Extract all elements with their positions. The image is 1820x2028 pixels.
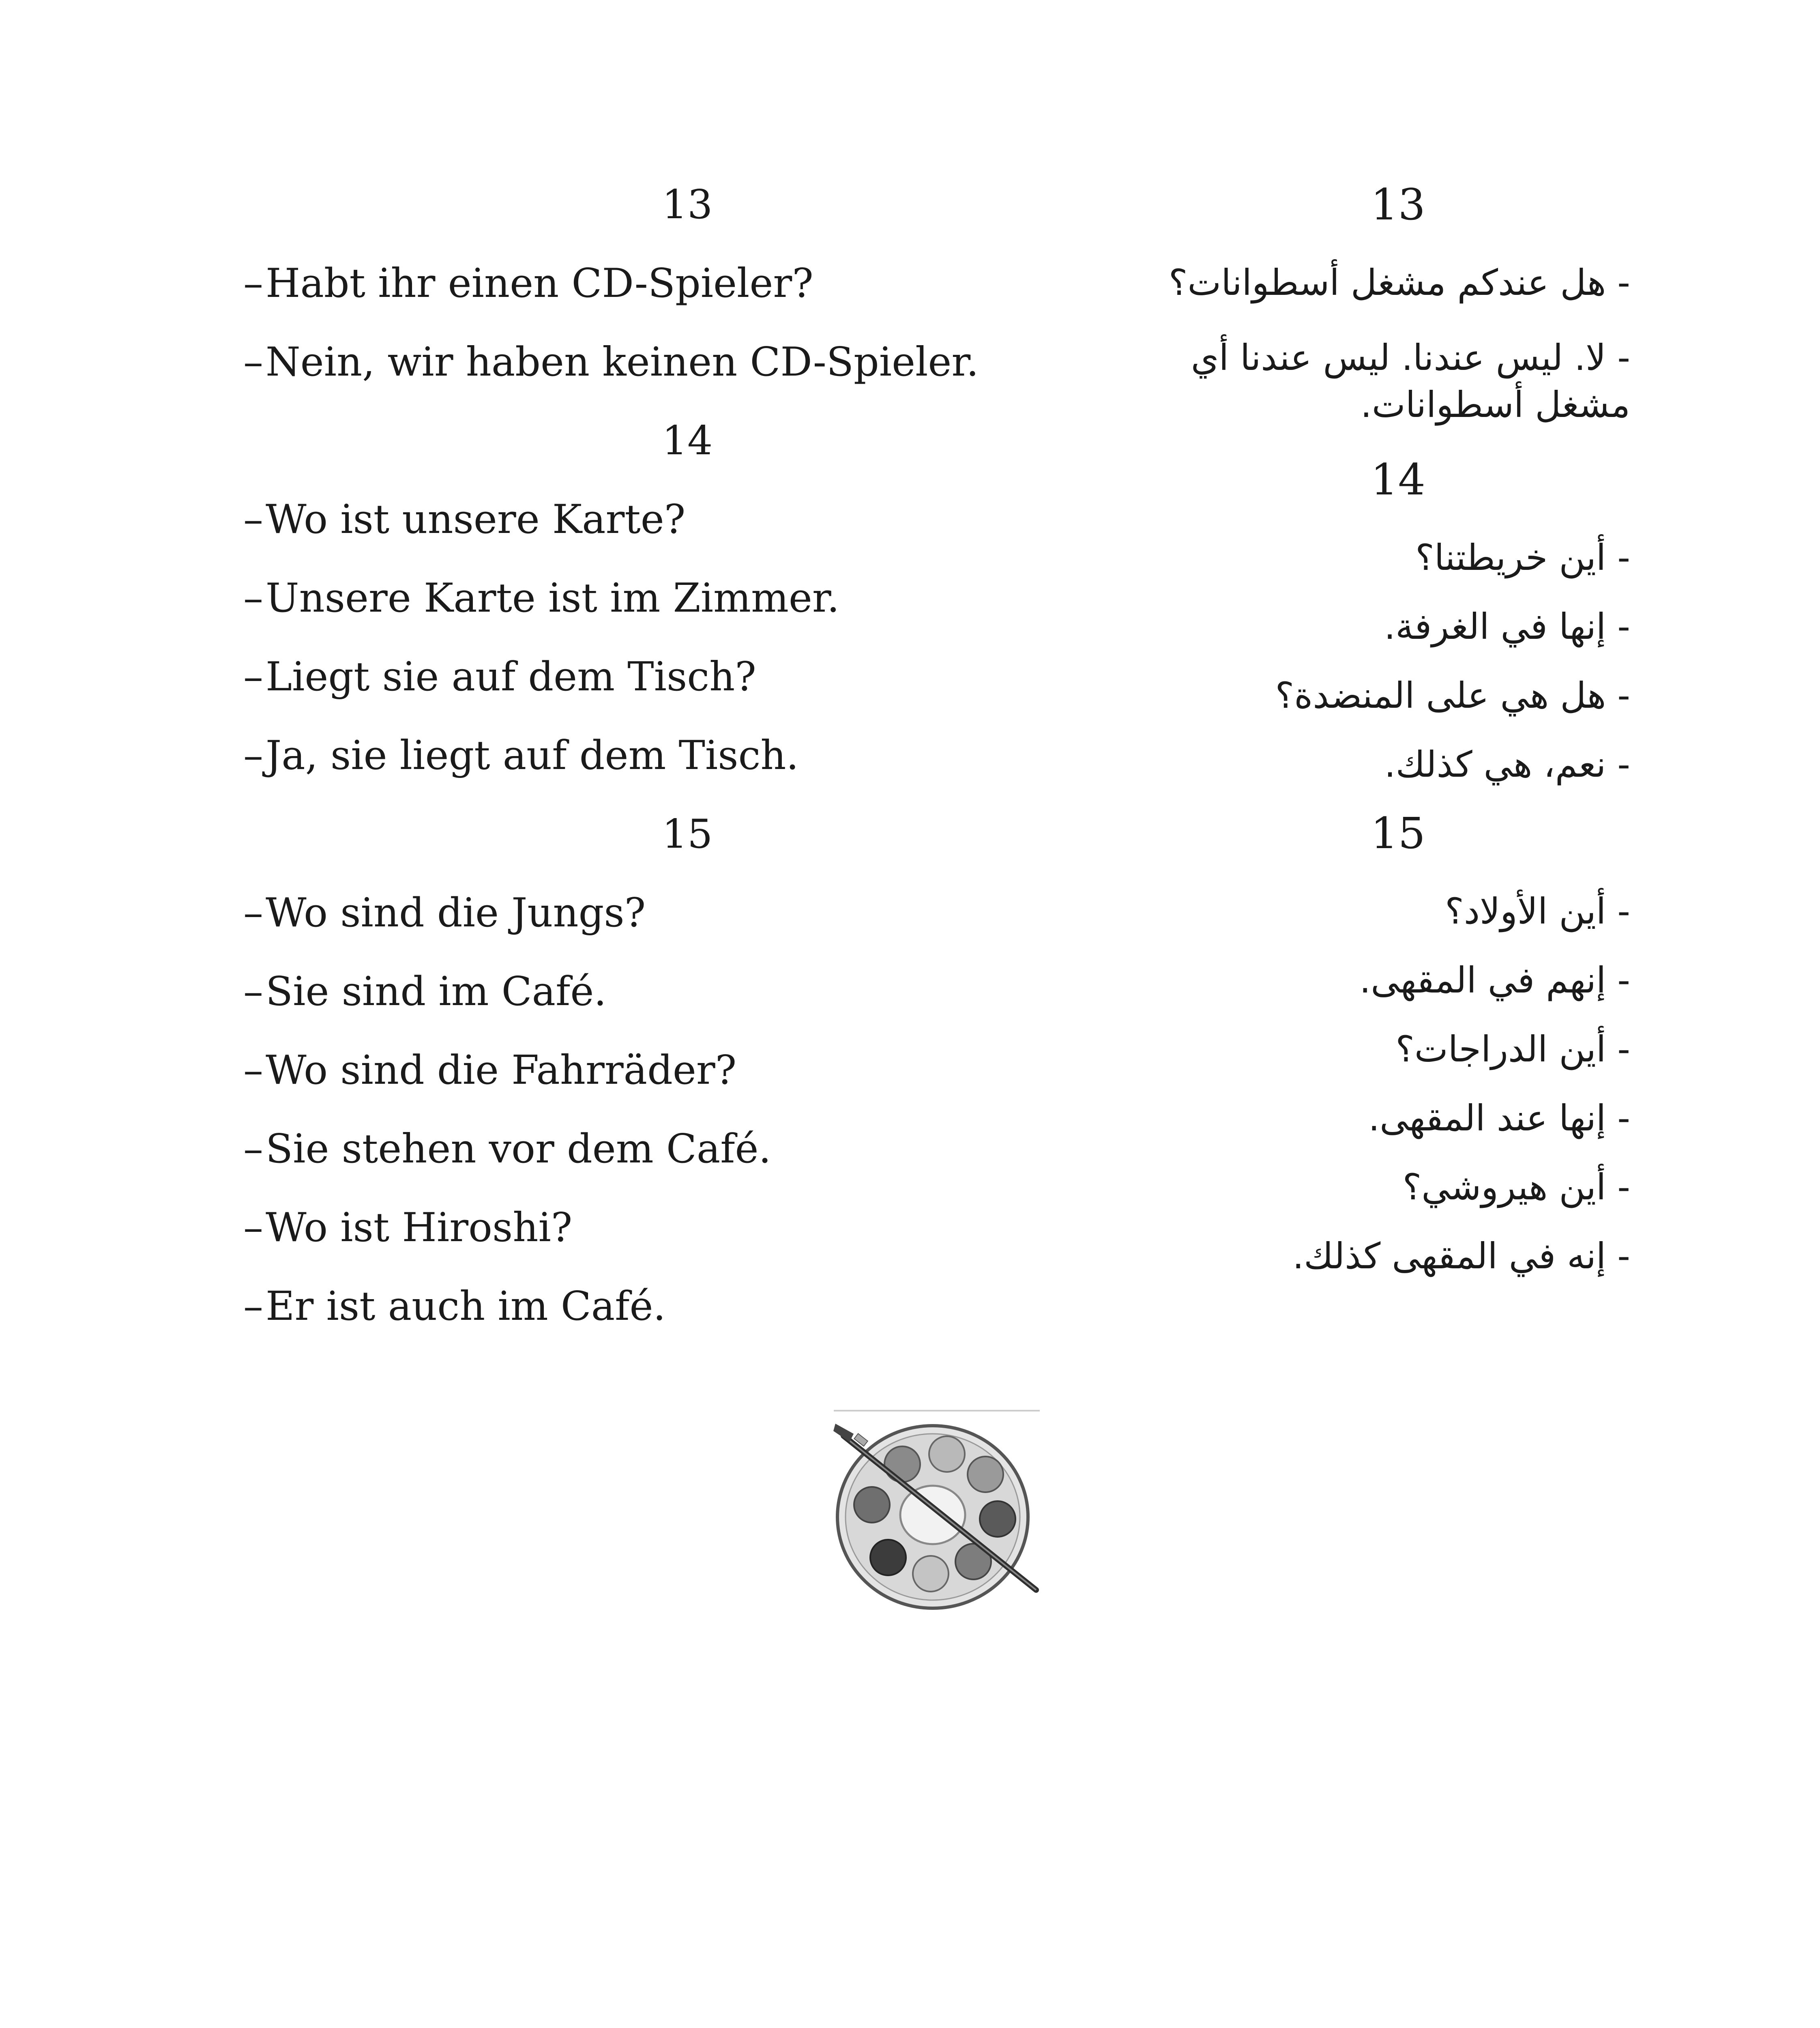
- german-line: [243, 1280, 1156, 1333]
- german-line-text: Liegt sie auf dem Tisch?: [266, 654, 756, 700]
- german-line: [243, 572, 1156, 625]
- german-line-text: Wo ist Hiroshi?: [266, 1205, 573, 1251]
- dash: -: [1606, 1097, 1630, 1139]
- dash: -: [1606, 743, 1630, 785]
- german-line-text: Wo sind die Fahrräder?: [266, 1047, 737, 1093]
- dash: -: [1606, 1028, 1630, 1070]
- arabic-line-text: أين الأولاد؟: [1445, 890, 1606, 932]
- arabic-line: [1160, 531, 1630, 584]
- section-number-13: 13: [1371, 180, 1425, 230]
- german-line: [243, 336, 1156, 389]
- arabic-column: [1160, 178, 1630, 1299]
- section-number-15: 15: [662, 811, 713, 857]
- arabic-line: [1160, 954, 1630, 1007]
- arabic-line-text: أين خريطتنا؟: [1415, 537, 1606, 578]
- german-line: [243, 651, 1156, 703]
- arabic-line: [1160, 1161, 1630, 1214]
- arabic-line-text: هل عندكم مشغل أسطوانات؟: [1168, 262, 1606, 303]
- german-line: [243, 1123, 1156, 1175]
- section-number-14: 14: [1371, 455, 1425, 505]
- arabic-line: [1160, 738, 1630, 791]
- dash: –: [243, 575, 263, 621]
- paint-palette-icon: [831, 1407, 1042, 1618]
- german-line-text: Er ist auch im Café.: [266, 1283, 666, 1330]
- arabic-line: [1160, 1023, 1630, 1076]
- dash: -: [1606, 675, 1630, 716]
- dash: –: [243, 260, 263, 307]
- arabic-line-text: هل هي على المنضدة؟: [1275, 675, 1606, 716]
- dash: –: [243, 1205, 263, 1251]
- arabic-line: [1160, 1230, 1630, 1283]
- german-line: [243, 257, 1156, 310]
- arabic-line-text: أين هيروشي؟: [1402, 1166, 1606, 1208]
- german-line-text: Wo sind die Jungs?: [266, 890, 646, 936]
- dash: -: [1606, 1235, 1630, 1277]
- german-line: [243, 965, 1156, 1018]
- arabic-line-text: نعم، هي كذلك.: [1384, 743, 1606, 785]
- german-line: [243, 493, 1156, 546]
- arabic-line: [1160, 1092, 1630, 1145]
- arabic-line-text: إنه في المقهى كذلك.: [1292, 1235, 1606, 1277]
- dash: -: [1606, 959, 1630, 1001]
- dash: -: [1606, 262, 1630, 303]
- arabic-line-text: إنها عند المقهى.: [1368, 1097, 1606, 1139]
- german-line-text: Sie stehen vor dem Café.: [266, 1126, 771, 1172]
- arabic-line: [1160, 885, 1630, 938]
- german-line: [243, 1201, 1156, 1254]
- dash: –: [243, 890, 263, 936]
- section-number-14: 14: [662, 418, 713, 464]
- section-number-13: 13: [662, 182, 713, 228]
- dash: –: [243, 1283, 263, 1330]
- german-line: [243, 1044, 1156, 1097]
- dash: -: [1606, 337, 1630, 378]
- dash: –: [243, 733, 263, 779]
- arabic-line: [1160, 256, 1630, 309]
- german-line: [243, 887, 1156, 939]
- dash: –: [243, 1126, 263, 1172]
- arabic-line-text: لا. ليس عندنا. ليس عندنا أي مشغل أسطوانات.: [1191, 337, 1630, 425]
- german-line: [243, 729, 1156, 782]
- german-line-text: Ja, sie liegt auf dem Tisch.: [266, 733, 799, 779]
- arabic-line-text: إنها في الغرفة.: [1384, 606, 1606, 647]
- german-line-text: Sie sind im Café.: [266, 969, 607, 1015]
- arabic-line-text: أين الدراجات؟: [1395, 1028, 1606, 1070]
- german-line-text: Habt ihr einen CD-Spieler?: [266, 260, 813, 307]
- german-line-text: Unsere Karte ist im Zimmer.: [266, 575, 840, 621]
- dash: -: [1606, 890, 1630, 932]
- german-line-text: Wo ist unsere Karte?: [266, 496, 686, 543]
- arabic-line-text: إنهم في المقهى.: [1359, 959, 1606, 1001]
- german-line-text: Nein, wir haben keinen CD-Spieler.: [266, 339, 979, 385]
- arabic-line: [1160, 669, 1630, 722]
- section-number-15: 15: [1371, 808, 1425, 858]
- dash: –: [243, 1047, 263, 1093]
- dash: -: [1606, 1166, 1630, 1208]
- dash: –: [243, 339, 263, 385]
- dash: -: [1606, 606, 1630, 647]
- arabic-line: [1160, 600, 1630, 653]
- dash: –: [243, 496, 263, 543]
- arabic-line: [1160, 334, 1630, 428]
- dash: –: [243, 654, 263, 700]
- dash: –: [243, 969, 263, 1015]
- dash: -: [1606, 537, 1630, 578]
- german-column: [243, 178, 1156, 1359]
